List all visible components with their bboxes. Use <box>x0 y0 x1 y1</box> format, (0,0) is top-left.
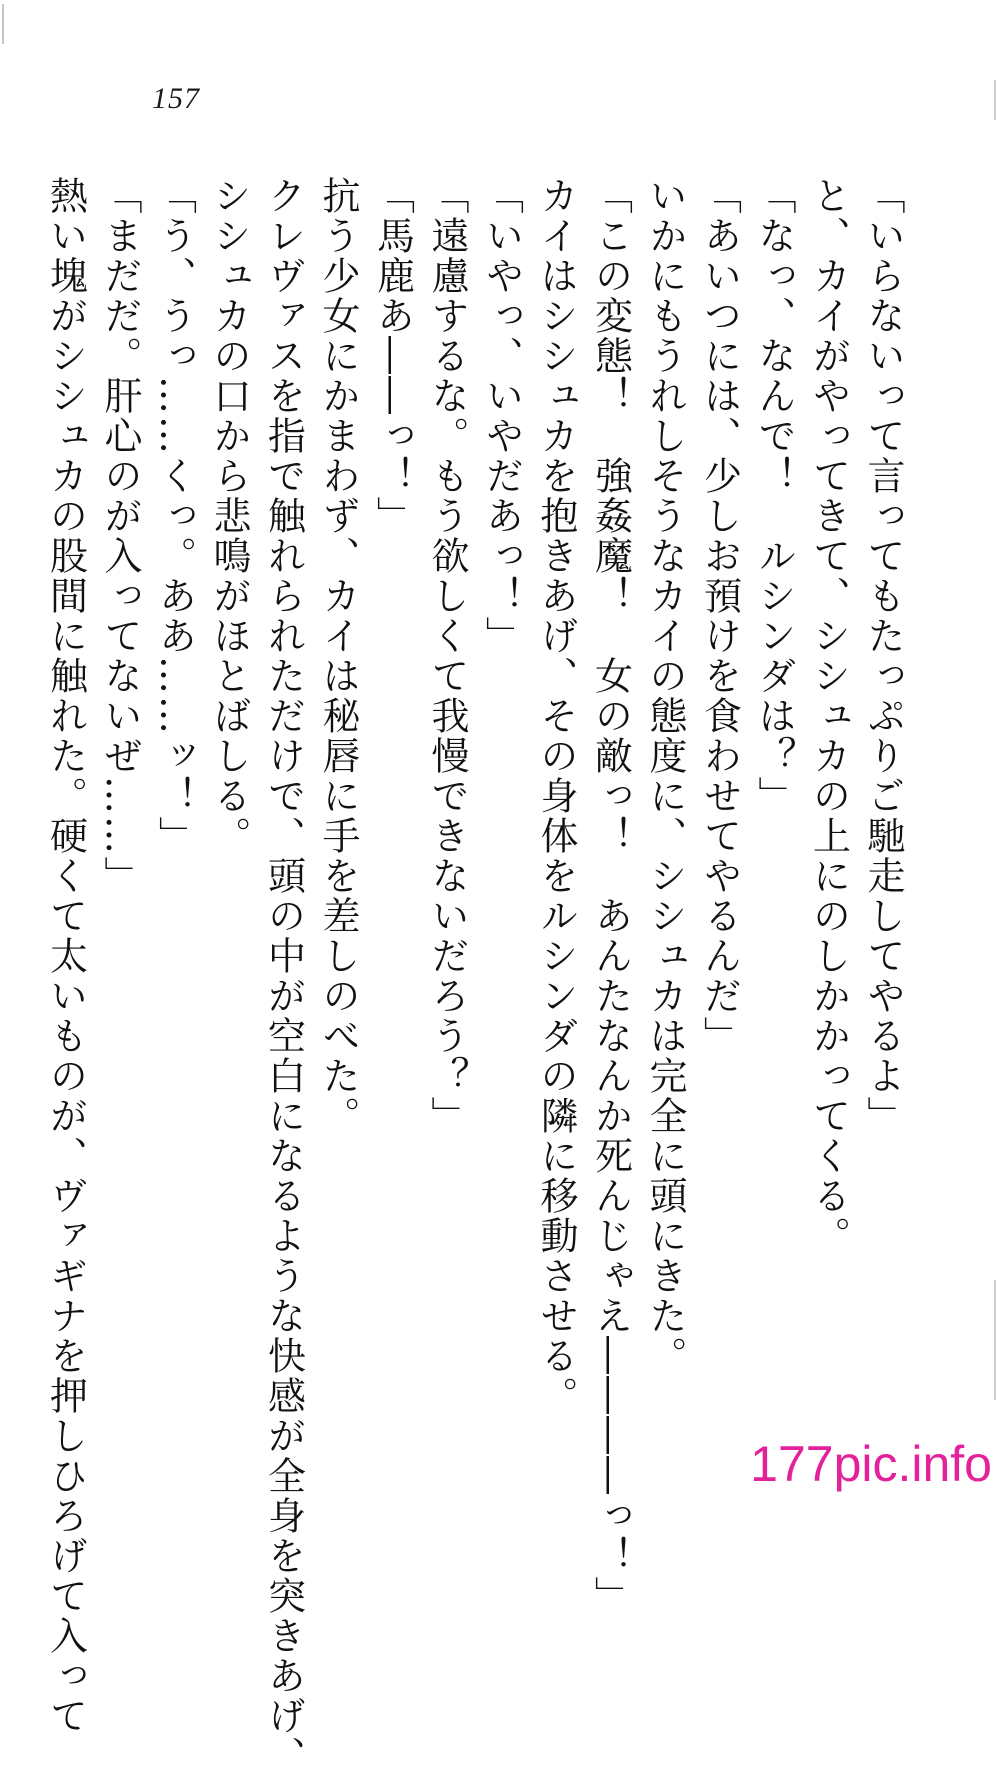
text-line: 「あいつには、少しお預けを食わせてやるんだ」 <box>697 176 742 1056</box>
text-line: と、カイがやってきて、シシュカの上にのしかかってくる。 <box>806 176 851 1256</box>
page-number: 157 <box>152 82 200 115</box>
scan-edge-mark <box>994 80 996 120</box>
watermark: 177pic.info <box>750 1436 992 1492</box>
text-line: 「馬鹿あ――っ！」 <box>370 176 415 536</box>
text-line: 「いらないって言ってもたっぷりご馳走してやるよ」 <box>861 176 905 1136</box>
text-line: カイはシシュカを抱きあげ、その身体をルシンダの隣に移動させる。 <box>534 176 578 1416</box>
text-line: 「まだだ。肝心のが入ってないぜ……」 <box>98 176 142 896</box>
text-line: 「なっ、なんで！ ルシンダは？」 <box>752 176 796 816</box>
text-line: 「いやっ、いやだあっ！」 <box>479 176 524 656</box>
scan-edge-mark <box>2 4 4 44</box>
text-line: 熱い塊がシシュカの股間に触れた。硬くて太いものが、ヴァギナを押しひろげて入って <box>43 176 88 1736</box>
text-line: シシュカの口から悲鳴がほとばしる。 <box>207 176 251 856</box>
text-line: 「遠慮するな。もう欲しくて我慢できないだろう？」 <box>425 176 469 1136</box>
text-line: いかにもうれしそうなカイの態度に、シシュカは完全に頭にきた。 <box>643 176 687 1376</box>
text-line: 「この変態！ 強姦魔！ 女の敵っ！ あんたなんか死んじゃえ――――っ！」 <box>588 176 633 1616</box>
text-line: 「う、うっ……くっ。ああ……ッ！」 <box>152 176 197 856</box>
text-line: 抗う少女にかまわず、カイは秘唇に手を差しのべた。 <box>316 176 360 1136</box>
text-line: クレヴァスを指で触れられただけで、頭の中が空白になるような快感が全身を突きあげ、 <box>261 176 306 1776</box>
scan-edge-mark <box>994 1280 996 1400</box>
